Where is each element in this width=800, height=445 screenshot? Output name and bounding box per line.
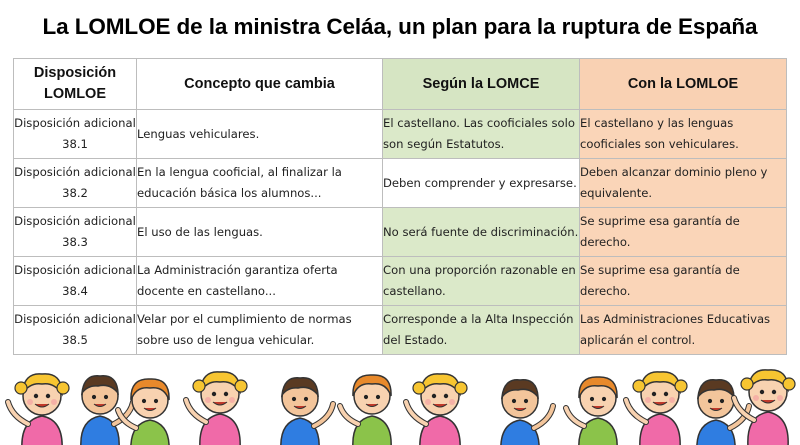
table-row [14,110,787,159]
cell-disposicion: Disposición adicional 38.3 [14,208,137,257]
table-row [14,257,787,306]
cell-lomce: Con una proporción razonable en castellano. [383,257,580,306]
cell-lomce: Deben comprender y expresarse. [383,159,580,208]
cell-disposicion: Disposición adicional 38.4 [14,257,137,306]
cell-lomloe: Se suprime esa garantía de derecho. [580,257,787,306]
cell-lomce: El castellano. Las cooficiales solo son según Estatutos. [383,110,580,159]
cell-lomloe: Las Administraciones Educativas aplicarán el control. [580,306,787,355]
cell-concepto: En la lengua cooficial, al finalizar la educación básica los alumnos... [137,159,383,208]
cell-lomloe: Se suprime esa garantía de derecho. [580,208,787,257]
comparison-table [13,58,787,355]
cell-concepto: Lenguas vehiculares. [137,110,383,159]
cell-lomce: Corresponde a la Alta Inspección del Estado. [383,306,580,355]
cell-concepto: El uso de las lenguas. [137,208,383,257]
cell-lomce: No será fuente de discriminación. [383,208,580,257]
table-row [14,306,787,355]
cell-disposicion: Disposición adicional 38.2 [14,159,137,208]
header-lomloe: Con la LOMLOE [580,59,787,110]
cell-disposicion: Disposición adicional 38.1 [14,110,137,159]
children-illustration [0,362,800,445]
cell-concepto: Velar por el cumplimiento de normas sobre uso de lengua vehicular. [137,306,383,355]
table-header-row [14,59,787,110]
page-title: La LOMLOE de la ministra Celáa, un plan para la ruptura de España [42,14,758,39]
cell-lomloe: Deben alcanzar dominio pleno y equivalente. [580,159,787,208]
cell-disposicion: Disposición adicional 38.5 [14,306,137,355]
header-concepto: Concepto que cambia [137,59,383,110]
header-lomce: Según la LOMCE [383,59,580,110]
table-row [14,159,787,208]
table-row [14,208,787,257]
cell-lomloe: El castellano y las lenguas cooficiales son vehiculares. [580,110,787,159]
cell-concepto: La Administración garantiza oferta docente en castellano... [137,257,383,306]
header-disposicion: Disposición LOMLOE [14,59,137,110]
